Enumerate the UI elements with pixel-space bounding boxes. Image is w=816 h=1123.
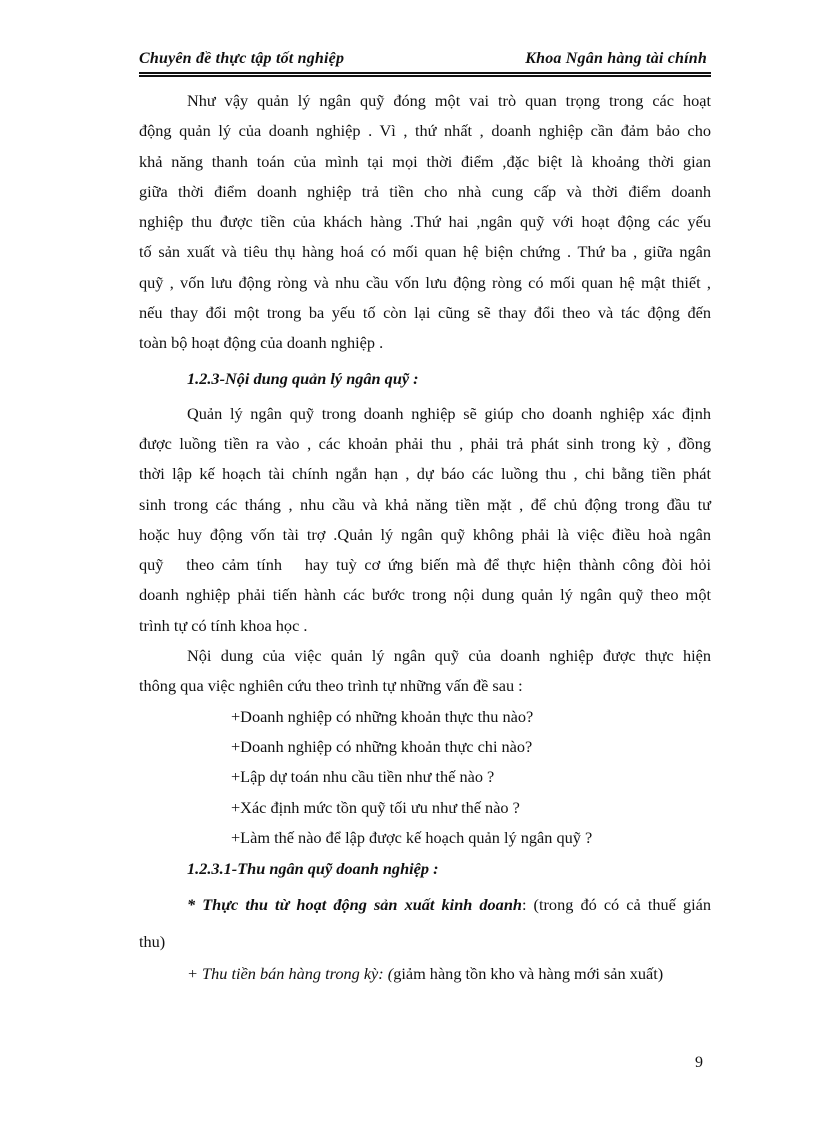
thuc-thu-line	[139, 885, 711, 925]
thuc-thu-title: * Thực thu từ hoạt động sản xuất kinh doanh	[187, 895, 522, 915]
paragraph-line: Quản lý ngân quỹ trong doanh nghiệp sẽ giúp cho doanh nghiệp xác định	[187, 403, 711, 423]
paragraph-line: thông qua việc nghiên cứu theo trình tự những vấn đề sau :	[139, 676, 523, 696]
paragraph-line: toàn bộ hoạt động của doanh nghiệp .	[139, 333, 384, 353]
section-heading-1-2-3: 1.2.3-Nội dung quản lý ngân quỹ :	[187, 368, 419, 388]
header-right-title: Khoa Ngân hàng tài chính	[525, 50, 707, 67]
paragraph-line: Nội dung của việc quản lý ngân quỹ của doanh nghiệp được thực hiện	[187, 646, 711, 666]
header-rule-bottom	[139, 75, 711, 77]
header-rule-top	[139, 72, 711, 74]
list-item: +Lập dự toán nhu cầu tiền như thế nào ?	[231, 767, 495, 787]
thuc-thu-rest: : (trong đó có cả thuế gián	[521, 895, 711, 915]
paragraph-line: khả năng thanh toán của mình tại mọi thời điểm ,đặc biệt là khoảng thời gian	[139, 151, 711, 171]
paragraph-line: trình tự có tính khoa học .	[139, 615, 308, 635]
header-left-title: Chuyên đề thực tập tốt nghiệp	[139, 50, 345, 67]
page-header	[139, 46, 707, 74]
paragraph-line: giữa thời điểm doanh nghiệp trả tiền cho nhà cung cấp và thời điểm doanh	[139, 181, 711, 201]
document-body	[139, 86, 711, 989]
paragraph-line: thời lập kế hoạch tài chính ngắn hạn , dự báo các luồng thu , chi bằng tiền phát	[139, 464, 711, 484]
list-item: +Làm thế nào để lập được kế hoạch quản lý ngân quỹ ?	[231, 827, 593, 847]
paragraph-line: quỹ , vốn lưu động ròng và nhu cầu vốn lưu động ròng có mối quan hệ mật thiết ,	[139, 272, 711, 292]
thu-tien-line	[139, 959, 711, 989]
paragraph-line: động quản lý của doanh nghiệp . Vì , thứ nhất , doanh nghiệp cần đảm bảo cho	[139, 121, 711, 141]
paragraph-line: nếu thay đổi một trong ba yếu tố còn lại cũng sẽ thay đổi theo và tác động đến	[139, 303, 711, 323]
paragraph-line: được luồng tiền ra vào , các khoản phải thu , phải trả phát sinh trong kỳ , đồng	[139, 433, 711, 453]
list-item: +Doanh nghiệp có những khoản thực chi nào?	[231, 736, 533, 756]
paragraph-line: hoặc huy động vốn tài trợ .Quản lý ngân quỹ không phải là việc điều hoà ngân	[139, 524, 711, 544]
paragraph-line: thu)	[139, 932, 166, 952]
paragraph-line: quỹ theo cảm tính hay tuỳ cơ ứng biến mà để thực hiện thành công đòi hỏi	[139, 555, 711, 575]
paragraph-line: nghiệp thu được tiền của khách hàng .Thứ hai ,ngân quỹ với hoạt động các yếu	[139, 212, 711, 232]
paragraph-line: Như vậy quản lý ngân quỹ đóng một vai trò quan trọng trong các hoạt	[187, 91, 711, 110]
list-item: +Xác định mức tồn quỹ tối ưu như thế nào ?	[231, 797, 520, 817]
paragraph-line: tố sản xuất và tiêu thụ hàng hoá có mối quan hệ biện chứng . Thứ ba , giữa ngân	[139, 242, 711, 262]
thu-tien-title: + Thu tiền bán hàng trong kỳ: (	[187, 964, 394, 984]
page-number: 9	[695, 1054, 703, 1071]
section-heading-1-2-3-1: 1.2.3.1-Thu ngân quỹ doanh nghiệp :	[187, 859, 439, 879]
paragraph-line: doanh nghiệp phải tiến hành các bước trong nội dung quản lý ngân quỹ theo một	[139, 585, 711, 605]
paragraph-line: sinh trong các tháng , nhu cầu và khả năng tiền mặt , để chủ động trong đầu tư	[139, 494, 711, 514]
thu-tien-rest: giảm hàng tồn kho và hàng mới sản xuất)	[393, 964, 664, 984]
list-item: +Doanh nghiệp có những khoản thực thu nào?	[231, 706, 534, 726]
